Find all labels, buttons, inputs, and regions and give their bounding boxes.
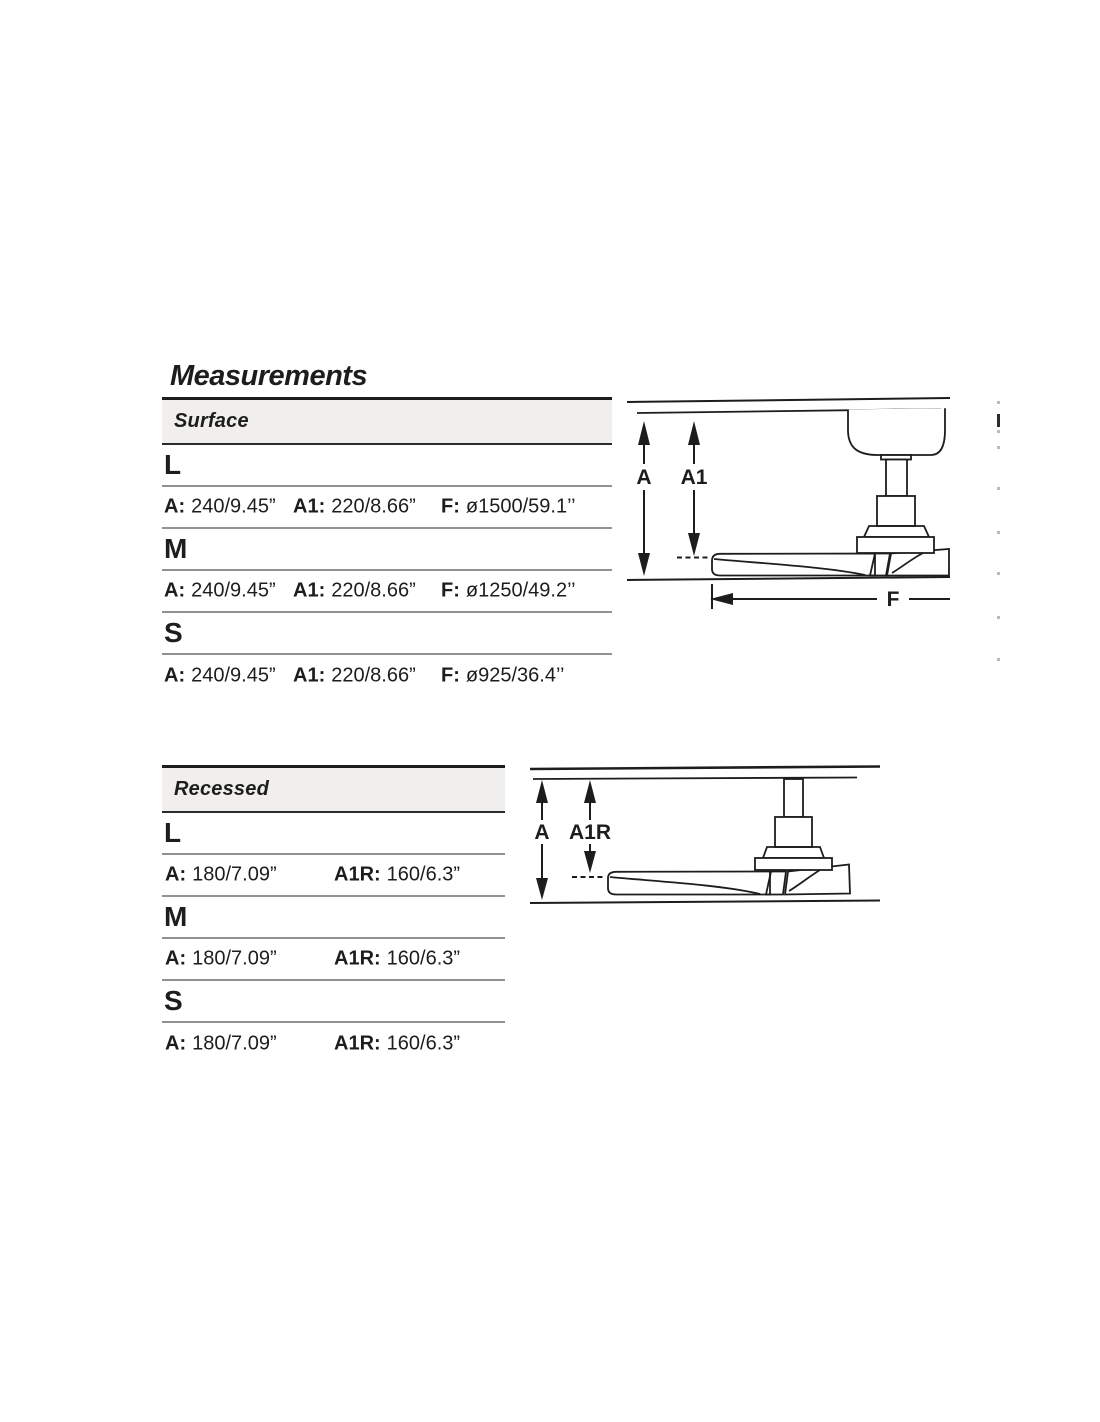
measurement-a — [164, 580, 276, 603]
dimension-arrow-a — [636, 421, 651, 576]
measurement-value: 220/8.66” — [331, 495, 416, 518]
size-label: L — [164, 817, 182, 848]
dimension-arrow-a1r — [569, 780, 611, 873]
surface-data-row-l — [162, 487, 612, 529]
measurement-label: F: — [441, 579, 460, 602]
measurement-a1r — [334, 1033, 460, 1056]
page-title: Measurements — [170, 360, 368, 392]
fan-canopy — [848, 408, 945, 459]
surface-mount-diagram — [625, 390, 960, 625]
fan-blade-left — [608, 872, 770, 895]
fan-downrod — [775, 779, 812, 847]
measurement-label: A: — [164, 495, 186, 518]
measurement-value: 160/6.3” — [386, 863, 461, 886]
dimension-label-a: A — [534, 821, 550, 844]
surface-size-row-l — [162, 445, 612, 487]
measurement-f — [441, 665, 564, 688]
measurement-label: A1R: — [334, 1032, 381, 1055]
size-label: M — [164, 901, 188, 932]
edge-fragment — [997, 531, 1000, 534]
recessed-data-row-m — [162, 939, 505, 981]
measurement-a — [164, 496, 276, 519]
fan-blade-left — [712, 554, 875, 576]
measurement-a — [165, 1033, 277, 1056]
fan-motor-hub — [857, 526, 934, 553]
dimension-label-a1: A1 — [680, 466, 708, 489]
dimension-arrow-a1 — [681, 421, 708, 556]
measurement-a — [165, 948, 277, 971]
size-label: S — [164, 985, 183, 1016]
blade-tip-reference-line — [627, 577, 950, 580]
measurement-a — [164, 665, 276, 688]
size-label: M — [164, 533, 188, 564]
dimension-label-a1r: A1R — [568, 821, 612, 844]
size-label: S — [164, 617, 183, 648]
surface-size-row-s — [162, 613, 612, 655]
dimension-arrow-f — [710, 584, 950, 611]
measurement-value: ø1250/49.2’’ — [465, 579, 576, 602]
blade-tip-reference-line — [530, 901, 880, 904]
edge-fragment — [997, 446, 1000, 449]
measurement-value: 240/9.45” — [191, 664, 276, 687]
recessed-header-band — [162, 768, 505, 813]
surface-data-row-m — [162, 571, 612, 613]
edge-fragment — [997, 430, 1000, 433]
recessed-mount-diagram — [508, 760, 886, 910]
recessed-size-row-m — [162, 897, 505, 939]
surface-data-row-s — [162, 655, 612, 697]
measurement-label: A1R: — [334, 947, 381, 970]
measurement-f — [441, 580, 576, 603]
recessed-table — [162, 765, 505, 1065]
dimension-label-a: A — [636, 466, 652, 489]
fan-motor-hub — [755, 847, 832, 870]
measurement-value: 160/6.3” — [386, 1032, 461, 1055]
measurement-label: A: — [165, 863, 187, 886]
measurement-f — [441, 496, 576, 519]
ceiling-lines — [530, 767, 880, 780]
edge-fragment — [997, 401, 1000, 404]
measurement-label: A1: — [293, 664, 326, 687]
measurement-label: A: — [165, 1032, 187, 1055]
recessed-header-label: Recessed — [174, 778, 269, 800]
surface-header-label: Surface — [174, 410, 249, 432]
measurement-value: 220/8.66” — [331, 664, 416, 687]
fan-downrod — [877, 460, 915, 527]
dimension-label-f: F — [886, 588, 900, 611]
recessed-data-row-l — [162, 855, 505, 897]
measurement-value: ø925/36.4’’ — [465, 664, 565, 687]
measurement-label: F: — [441, 495, 460, 518]
edge-fragment — [997, 487, 1000, 490]
measurement-value: 180/7.09” — [192, 863, 277, 886]
measurement-label: A: — [164, 579, 186, 602]
surface-header-band — [162, 400, 612, 445]
measurement-value: 180/7.09” — [192, 1032, 277, 1055]
measurement-value: 240/9.45” — [191, 579, 276, 602]
recessed-size-row-s — [162, 981, 505, 1023]
measurement-value: 240/9.45” — [191, 495, 276, 518]
measurement-label: A: — [165, 947, 187, 970]
measurement-a1r — [334, 948, 460, 971]
measurement-a1 — [293, 496, 416, 519]
recessed-size-row-l — [162, 813, 505, 855]
measurement-value: 180/7.09” — [192, 947, 277, 970]
measurement-label: A: — [164, 664, 186, 687]
size-label: L — [164, 449, 182, 480]
surface-size-row-m — [162, 529, 612, 571]
recessed-data-row-s — [162, 1023, 505, 1065]
measurement-a1 — [293, 580, 416, 603]
measurement-value: 220/8.66” — [331, 579, 416, 602]
measurement-value: ø1500/59.1’’ — [465, 495, 576, 518]
measurement-a — [165, 864, 277, 887]
measurement-a1r — [334, 864, 460, 887]
edge-fragment — [997, 616, 1000, 619]
edge-fragment — [997, 658, 1000, 661]
edge-fragment — [997, 572, 1000, 575]
measurement-a1 — [293, 665, 416, 688]
measurement-value: 160/6.3” — [386, 947, 461, 970]
measurement-label: A1R: — [334, 863, 381, 886]
dimension-arrow-a — [534, 780, 549, 900]
surface-table — [162, 397, 612, 697]
edge-fragment — [997, 414, 1000, 427]
measurement-label: F: — [441, 664, 460, 687]
measurement-label: A1: — [293, 579, 326, 602]
measurement-label: A1: — [293, 495, 326, 518]
